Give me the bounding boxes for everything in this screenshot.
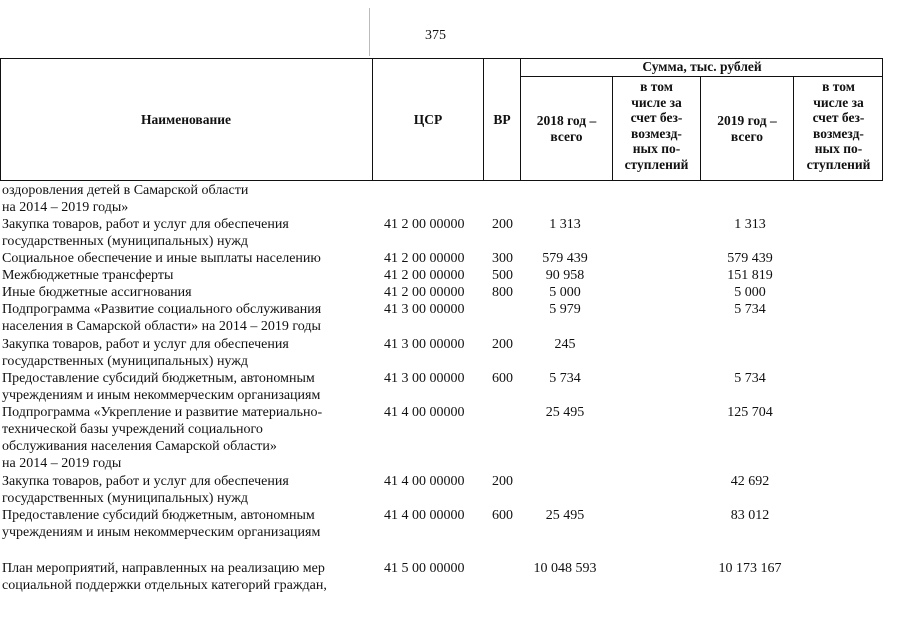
row-sum-2018: 245 <box>554 337 576 352</box>
row-sum-2019: 5 734 <box>734 302 766 317</box>
row-csr: 41 4 00 00000 <box>384 474 465 489</box>
row-csr: 41 3 00 00000 <box>384 302 465 317</box>
row-sum-2018: 1 313 <box>549 217 581 232</box>
row-sum-2018: 10 048 593 <box>533 561 597 576</box>
row-csr: 41 2 00 00000 <box>384 285 465 300</box>
row-vr: 600 <box>492 371 513 386</box>
row-name: Межбюджетные трансферты <box>2 268 174 283</box>
header-csr: ЦСР <box>413 111 443 127</box>
row-sum-2018: 579 439 <box>542 251 588 266</box>
row-csr: 41 5 00 00000 <box>384 561 465 576</box>
row-name: оздоровления детей в Самарской области на 2014 – 2019 годы» <box>2 183 249 215</box>
row-name: Закупка товаров, работ и услуг для обеспечения государственных (муниципальных) нужд <box>2 474 289 506</box>
row-sum-2019: 151 819 <box>727 268 773 283</box>
header-total-2018: 2018 год – всего <box>536 113 597 144</box>
header-incl-2018: в том числе за счет без- возмезд- ных по- ступлений <box>624 79 689 172</box>
page-number: 375 <box>425 28 446 43</box>
header-incl-2019: в том числе за счет без- возмезд- ных по- ступлений <box>806 79 871 172</box>
row-vr: 200 <box>492 337 513 352</box>
row-sum-2018: 5 000 <box>549 285 581 300</box>
row-vr: 800 <box>492 285 513 300</box>
row-csr: 41 2 00 00000 <box>384 217 465 232</box>
row-sum-2018: 5 734 <box>549 371 581 386</box>
row-sum-2019: 42 692 <box>730 474 770 489</box>
row-sum-2019: 579 439 <box>727 251 773 266</box>
row-csr: 41 4 00 00000 <box>384 508 465 523</box>
row-name: Предоставление субсидий бюджетным, автономным учреждениям и иным некоммерческим организациям <box>2 508 321 540</box>
row-csr: 41 2 00 00000 <box>384 268 465 283</box>
row-sum-2018: 90 958 <box>545 268 585 283</box>
row-sum-2019: 1 313 <box>734 217 766 232</box>
row-sum-2018: 25 495 <box>545 405 585 420</box>
row-vr: 500 <box>492 268 513 283</box>
row-vr: 600 <box>492 508 513 523</box>
row-name: Подпрограмма «Развитие социального обслуживания населения в Самарской области» на 2014 – 2019 годы <box>2 302 322 334</box>
row-name: Предоставление субсидий бюджетным, автономным учреждениям и иным некоммерческим организациям <box>2 371 321 403</box>
row-name: План мероприятий, направленных на реализацию мер социальной поддержки отдельных категорий граждан, <box>2 561 327 593</box>
header-name: Наименование <box>141 111 231 127</box>
row-csr: 41 2 00 00000 <box>384 251 465 266</box>
row-sum-2019: 125 704 <box>727 405 773 420</box>
row-vr: 200 <box>492 217 513 232</box>
scan-artifact-line <box>369 8 370 56</box>
row-sum-2018: 5 979 <box>549 302 581 317</box>
row-csr: 41 3 00 00000 <box>384 371 465 386</box>
header-sum-group: Сумма, тыс. рублей <box>642 59 762 75</box>
row-sum-2019: 83 012 <box>730 508 770 523</box>
row-name: Социальное обеспечение и иные выплаты населению <box>2 251 321 266</box>
row-sum-2018: 25 495 <box>545 508 585 523</box>
row-csr: 41 4 00 00000 <box>384 405 465 420</box>
row-name: Иные бюджетные ассигнования <box>2 285 192 300</box>
row-sum-2019: 5 000 <box>734 285 766 300</box>
header-total-2019: 2019 год – всего <box>717 113 777 144</box>
row-sum-2019: 10 173 167 <box>718 561 782 576</box>
row-vr: 300 <box>492 251 513 266</box>
row-name: Закупка товаров, работ и услуг для обеспечения государственных (муниципальных) нужд <box>2 337 289 369</box>
row-sum-2019: 5 734 <box>734 371 766 386</box>
row-vr: 200 <box>492 474 513 489</box>
row-name: Закупка товаров, работ и услуг для обеспечения государственных (муниципальных) нужд <box>2 217 289 249</box>
row-csr: 41 3 00 00000 <box>384 337 465 352</box>
row-name: Подпрограмма «Укрепление и развитие материально- технической базы учреждений социального обслуживания населения Самарской области» на 2014 – 2019 годы <box>2 405 323 471</box>
header-vr: ВР <box>493 111 511 127</box>
